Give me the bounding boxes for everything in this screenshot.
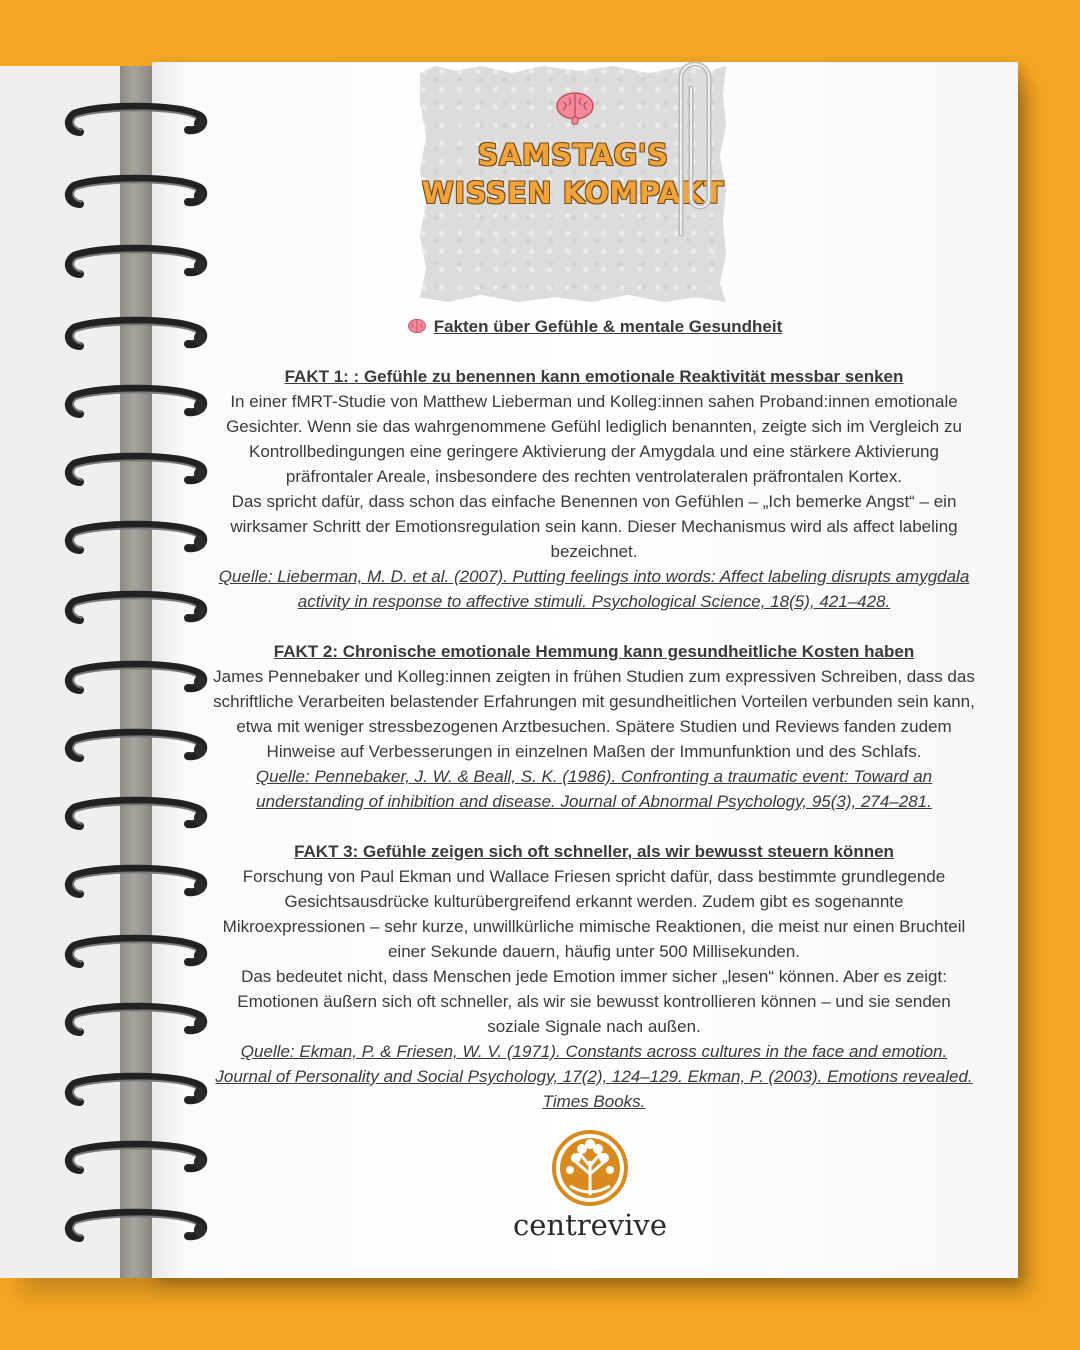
spiral-ring (60, 1002, 210, 1042)
headline-text: Fakten über Gefühle & mentale Gesundheit (433, 317, 783, 336)
page-headline (212, 314, 976, 339)
spiral-ring (60, 796, 210, 836)
brand-name: centrevive (513, 1208, 667, 1242)
fact-title: FAKT 3: Gefühle zeigen sich oft schneller, als wir bewusst steuern können (294, 842, 894, 861)
spiral-ring (60, 244, 210, 284)
fact-paragraph: Forschung von Paul Ekman und Wallace Friesen spricht dafür, dass bestimmte grundlegende Gesichtsausdrücke kulturübergreifend erkannt werden. Zudem gibt es sogenannte Mikroexpressionen – sehr kurze, unwillkürliche mimische Reaktionen, die meist nur einen Bruchteil einer Sekunde dauern, häufig unter 500 Millisekunden. (222, 867, 966, 961)
fact-paragraph: Das spricht dafür, dass schon das einfache Benennen von Gefühlen – „Ich bemerke Angst“ – ein wirksamer Schritt der Emotionsregulation sein kann. Dieser Mechanismus wird als affect labeling bezeichnet. (230, 492, 958, 561)
fact-2 (212, 639, 976, 814)
fact-paragraph: In einer fMRT-Studie von Matthew Lieberman und Kolleg:innen sahen Proband:innen emotionale Gesichter. Wenn sie das wahrgenommene Gefühl lediglich benannten, zeigte sich im Vergleich zu Kontrollbedingungen eine geringere Aktivierung der Amygdala und eine stärkere Aktivierung präfrontaler Areale, insbesondere des rechten ventrolateralen präfrontalen Kortex. (226, 392, 962, 486)
spiral-ring (60, 728, 210, 768)
spiral-ring (60, 1140, 210, 1180)
brain-icon (406, 318, 428, 334)
fact-paragraph: Das bedeutet nicht, dass Menschen jede Emotion immer sicher „lesen“ können. Aber es zeigt: Emotionen äußern sich oft schneller, als wir sie bewusst kontrollieren können – und sie senden soziale Signale nach außen. (237, 967, 951, 1036)
fact-source: Quelle: Lieberman, M. D. et al. (2007). Putting feelings into words: Affect labeling disrupts amygdala activity in response to affective stimuli. Psychological Science, 18(5), 421–428. (218, 567, 970, 611)
fact-1 (212, 364, 976, 614)
fact-source: Quelle: Pennebaker, J. W. & Beall, S. K. (1986). Confronting a traumatic event: Toward an understanding of inhibition and disease. Journal of Abnormal Psychology, 95(3), 274–281. (255, 767, 933, 811)
spiral-ring (60, 520, 210, 560)
spiral-ring (60, 1072, 210, 1112)
spiral-ring (60, 864, 210, 904)
paperclip-icon (665, 48, 721, 238)
fact-3 (212, 839, 976, 1114)
fact-title: FAKT 2: Chronische emotionale Hemmung kann gesundheitliche Kosten haben (273, 642, 915, 661)
fact-source: Quelle: Ekman, P. & Friesen, W. V. (1971). Constants across cultures in the face and emotion. Journal of Personality and Social Psychology, 17(2), 124–129. Ekman, P. (2003). Emotions revealed. Times Books. (215, 1042, 973, 1111)
spiral-ring (60, 316, 210, 356)
note-title-line2: WISSEN KOMPAKT (421, 176, 725, 210)
spiral-ring (60, 384, 210, 424)
fact-paragraph: James Pennebaker und Kolleg:innen zeigten in frühen Studien zum expressiven Schreiben, dass das schriftliche Verarbeiten belastender Erfahrungen mit gesundheitlichen Vorteilen verbunden sein kann, etwa mit weniger stressbezogenen Arztbesuchen. Spätere Studien und Reviews fanden zudem Hinweise auf Verbesserungen in einzelnen Maßen der Immunfunktion und des Schlafs. (213, 667, 975, 761)
brain-icon (553, 90, 597, 126)
spiral-ring (60, 660, 210, 700)
spiral-ring (60, 452, 210, 492)
spiral-ring (60, 934, 210, 974)
fact-title: FAKT 1: : Gefühle zu benennen kann emotionale Reaktivität messbar senken (284, 367, 904, 386)
spiral-ring (60, 1208, 210, 1248)
spiral-ring (60, 174, 210, 214)
spiral-ring (60, 102, 210, 142)
content-body (212, 314, 976, 1114)
note-title-line1: SAMSTAG'S (477, 138, 669, 172)
spiral-ring (60, 590, 210, 630)
